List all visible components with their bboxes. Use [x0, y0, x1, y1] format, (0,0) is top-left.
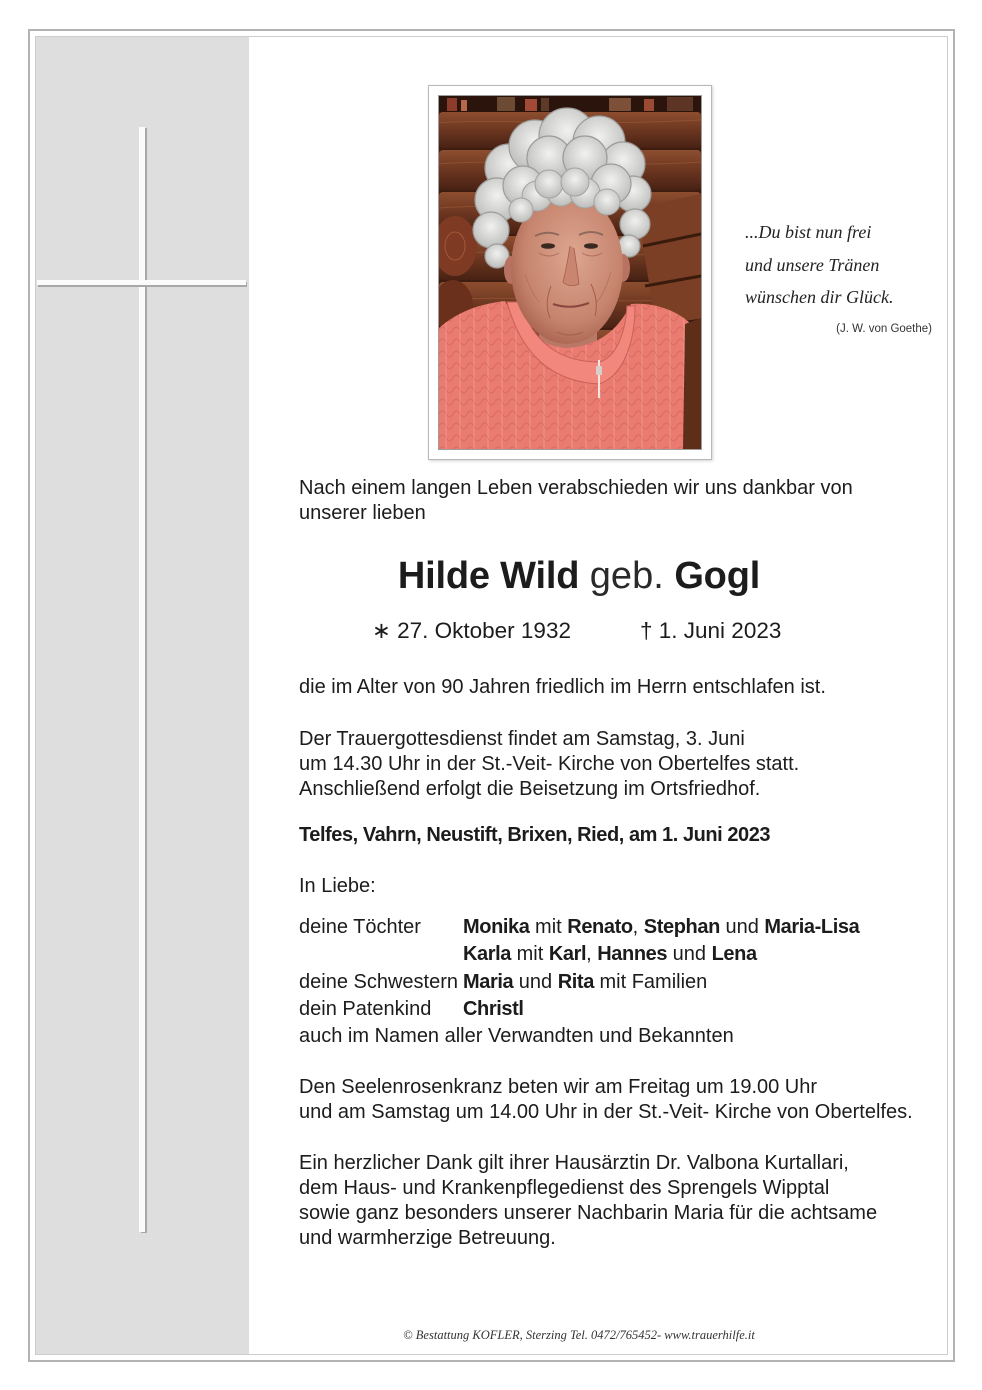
quote	[745, 216, 893, 314]
family-connector: und	[719, 916, 765, 938]
family-relation: deine Schwestern	[299, 970, 458, 993]
family-names	[463, 941, 757, 968]
funeral-line: um 14.30 Uhr in der St.-Veit- Kirche von Obertelfes statt.	[299, 753, 800, 775]
birth-date: ∗ 27. Oktober 1932	[372, 618, 571, 643]
quote-line: wünschen dir Glück.	[745, 287, 894, 307]
thanks-line: Ein herzlicher Dank gilt ihrer Hausärztin Dr. Valbona Kurtallari,	[299, 1152, 849, 1174]
family-names	[463, 996, 524, 1023]
funeral-home-footer: © Bestattung KOFLER, Sterzing Tel. 0472/765452- www.trauerhilfe.it	[403, 1328, 755, 1342]
thanks-line: dem Haus- und Krankenpflegedienst des Sprengels Wipptal	[299, 1177, 830, 1199]
quote-author: (J. W. von Goethe)	[836, 323, 932, 335]
thanks-text	[299, 1151, 877, 1251]
quote-line: ...Du bist nun frei	[745, 222, 872, 242]
family-member: Hannes	[597, 943, 668, 966]
funeral-info	[299, 727, 799, 802]
family-connector: ,	[586, 943, 598, 966]
deceased-full-name: Hilde Wild	[397, 555, 580, 597]
family-connector: mit	[511, 943, 549, 966]
family-connector: ,	[632, 916, 644, 938]
family-row-sisters	[299, 969, 919, 996]
cross-horizontal-beam	[37, 280, 246, 285]
family-member: Karl	[548, 943, 587, 966]
intro-line: Nach einem langen Leben verabschieden wir uns dankbar von	[299, 477, 853, 499]
family-relation: dein Patenkind	[299, 997, 432, 1020]
family-relation: deine Töchter	[299, 916, 421, 938]
nee-label: geb.	[589, 555, 664, 597]
intro-text	[299, 476, 853, 526]
family-connector: mit	[529, 916, 568, 938]
thanks-line: sowie ganz besonders unserer Nachbarin Maria für die achtsame	[299, 1202, 878, 1224]
family-names	[463, 969, 707, 996]
cross-vertical-beam	[139, 127, 145, 1232]
family-member: Monika	[463, 916, 530, 938]
family-member: Rita	[557, 970, 594, 993]
maiden-name: Gogl	[674, 555, 761, 597]
family-heading: In Liebe:	[299, 875, 376, 897]
intro-line: unserer lieben	[299, 502, 426, 524]
family-connector: mit Familien	[593, 970, 708, 993]
place-date: Telfes, Vahrn, Neustift, Brixen, Ried, am 1. Juni 2023	[299, 824, 771, 846]
portrait-photo	[438, 95, 702, 450]
family-member: Lena	[711, 943, 757, 966]
family-connector: und	[667, 943, 712, 966]
quote-line: und unsere Tränen	[745, 254, 880, 275]
funeral-line: Der Trauergottesdienst findet am Samstag, 3. Juni	[299, 728, 745, 750]
deceased-name	[299, 553, 859, 599]
rosary-line: Den Seelenrosenkranz beten wir am Freitag um 19.00 Uhr	[299, 1076, 818, 1098]
rosary-info	[299, 1075, 913, 1125]
family-row-daughters	[299, 914, 919, 941]
family-member: Stephan	[643, 916, 720, 938]
family-closing-text: auch im Namen aller Verwandten und Bekannten	[299, 1025, 734, 1048]
rosary-line: und am Samstag um 14.00 Uhr in der St.-Veit- Kirche von Obertelfes.	[299, 1101, 913, 1123]
family-connector: und	[513, 970, 558, 993]
family-member: Renato	[567, 916, 633, 938]
family-member: Maria-Lisa	[764, 916, 860, 938]
thanks-line: und warmherzige Betreuung.	[299, 1227, 556, 1249]
family-member: Christl	[463, 997, 524, 1020]
passing-line: die im Alter von 90 Jahren friedlich im Herrn entschlafen ist.	[299, 676, 826, 698]
funeral-line: Anschließend erfolgt die Beisetzung im Ortsfriedhof.	[299, 778, 761, 800]
family-row-daughters-2	[299, 941, 919, 968]
family-member: Karla	[463, 943, 512, 966]
family-row-godchild	[299, 996, 919, 1023]
family-list	[299, 914, 919, 1050]
family-names	[463, 914, 859, 941]
passing-text	[299, 675, 826, 700]
portrait-image	[439, 96, 701, 449]
family-member: Maria	[463, 970, 514, 993]
family-closing	[299, 1023, 919, 1050]
death-date: † 1. Juni 2023	[640, 618, 782, 643]
